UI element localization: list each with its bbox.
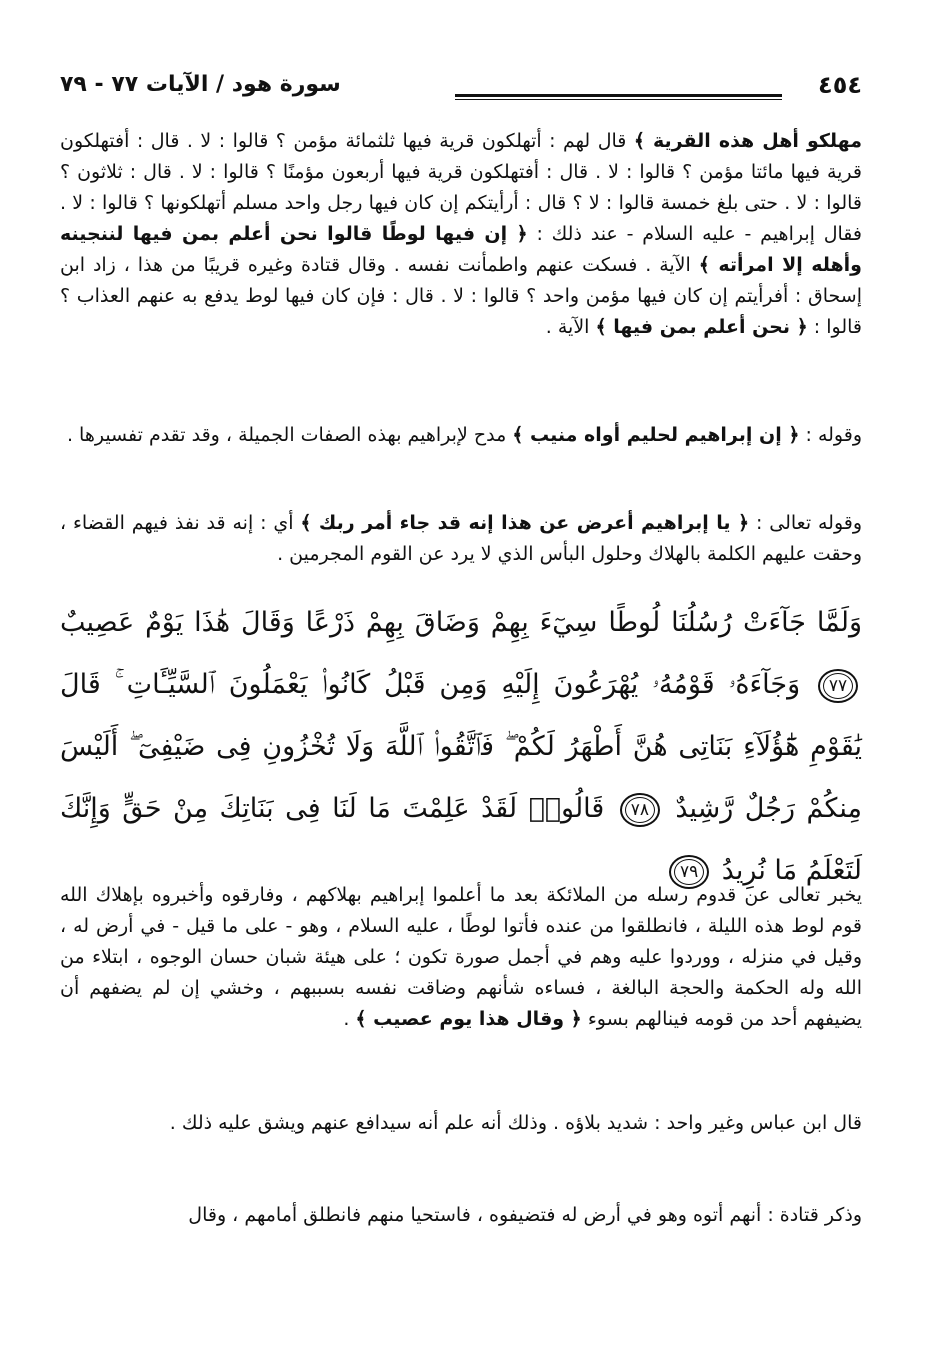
paragraph-text: وذكر قتادة : أنهم أتوه وهو في أرض له فتضيفوه ، فاستحيا منهم فانطلق أمامهم ، وقال — [188, 1204, 862, 1226]
verse-77: وَلَمَّا جَآءَتْ رُسُلُنَا لُوطًا سِيٓءَ بِهِمْ وَضَاقَ بِهِمْ ذَرْعًا وَقَالَ هَٰذَا يَوْمٌ عَصِيبٌ — [60, 607, 862, 638]
ayah-marker-78: ٧٨ — [620, 793, 660, 827]
quran-quote: ﴿ وقال هذا يوم عصيب ﴾ — [355, 1008, 582, 1030]
tafsir-paragraph-5 — [60, 1108, 862, 1139]
paragraph-text: قال ابن عباس وغير واحد : شديد بلاؤه . وذلك أنه علم أنه سيدافع عنهم ويشق عليه ذلك . — [169, 1112, 862, 1134]
paragraph-text: وقوله تعالى : — [749, 512, 863, 534]
tafsir-paragraph-4 — [60, 880, 862, 1035]
paragraph-text: مدح لإبراهيم بهذه الصفات الجميلة ، وقد تقدم تفسيرها . — [66, 424, 513, 446]
tafsir-paragraph-1 — [60, 126, 862, 343]
ayah-marker-77: ٧٧ — [818, 669, 858, 703]
paragraph-text: يخبر تعالى عن قدوم رسله من الملائكة بعد ما أعلموا إبراهيم بهلاكهم ، وفارقوه وأخبروه بإهلاك الله قوم لوط هذه الليلة ، فانطلقوا من عنده فأتوا لوطًا ، عليه السلام ، وهو - على ما قيل - في أرض له ، وقيل في منزله ، ووردوا عليه وهم في أجمل صورة تكون ؛ على هيئة شبان حسان الوجوه ، ابتلاء من الله وله الحكمة والحجة البالغة ، فساءه شأنهم وضاقت نفسه بسببهم ، وخشي إن لم يضفهم أن يضيفهم أحد من قومه فينالهم بسوء — [60, 884, 862, 1030]
tafsir-paragraph-6 — [60, 1200, 862, 1231]
quran-quote: مهلكو أهل هذه القرية ﴾ — [633, 130, 862, 152]
quran-quote: ﴿ نحن أعلم بمن فيها ﴾ — [595, 316, 808, 338]
quran-verses — [60, 592, 862, 902]
tafsir-paragraph-2 — [60, 420, 862, 451]
quran-quote: ﴿ يا إبراهيم أعرض عن هذا إنه قد جاء أمر ربك ﴾ — [300, 512, 750, 534]
ayah-marker-79: ٧٩ — [669, 855, 709, 889]
quran-quote: ﴿ إن فيها لوطًا قالوا نحن أعلم بمن فيها لننجينه وأهله إلا امرأته ﴾ — [60, 223, 862, 276]
paragraph-text: الآية . — [545, 316, 596, 338]
header-rule-thin — [455, 99, 782, 100]
paragraph-text: الآية . فسكت عنهم واطمأنت نفسه . وقال قتادة وغيره قريبًا من هذا ، زاد ابن إسحاق : أفرأيتم إن كان فيها مؤمن واحد ؟ قالوا : لا . قال : فإن كان فيها لوط يدفع به عنهم العذاب ؟ قالوا : — [60, 254, 862, 338]
tafsir-paragraph-3 — [60, 508, 862, 570]
page-header — [60, 70, 862, 104]
verse-78: وَجَآءَهُۥ قَوْمُهُۥ يُهْرَعُونَ إِلَيْهِ وَمِن قَبْلُ كَانُوا۟ يَعْمَلُونَ ٱلسَّيِّـَٔاتِ ۚ قَالَ يَٰقَوْمِ هَٰٓؤُلَآءِ بَنَاتِى هُنَّ أَطْهَرُ لَكُمْ ۖ فَٱتَّقُوا۟ ٱللَّهَ وَلَا تُخْزُونِ فِى ضَيْفِىٓ ۖ أَلَيْسَ مِنكُمْ رَجُلٌ رَّشِيدٌ — [60, 669, 862, 824]
quran-quote: ﴿ إن إبراهيم لحليم أواه منيب ﴾ — [512, 424, 800, 446]
running-title: سورة هود / الآيات ٧٧ - ٧٩ — [60, 72, 341, 97]
paragraph-text: قال لهم : أتهلكون قرية فيها ثلثمائة مؤمن ؟ قالوا : لا . قال : أفتهلكون قرية فيها مائتا مؤمن ؟ قالوا : لا . قال : أفتهلكون قرية فيها أربعون مؤمنًا ؟ قالوا : لا . قال : ثلاثون ؟ قالوا : لا . حتى بلغ خمسة قالوا : لا ؟ قال : أرأيتكم إن كان فيها رجل واحد مسلم أتهلكونها ؟ قالوا : لا . فقال إبراهيم - عليه السلام - عند ذلك : — [60, 130, 862, 245]
paragraph-text: وقوله : — [799, 424, 862, 446]
page-number: ٤٥٤ — [818, 71, 862, 99]
header-rule — [455, 94, 782, 97]
paragraph-text: . — [343, 1008, 356, 1030]
verse-79: قَالُوا۟ لَقَدْ عَلِمْتَ مَا لَنَا فِى بَنَاتِكَ مِنْ حَقٍّ وَإِنَّكَ لَتَعْلَمُ مَا نُرِيدُ — [60, 793, 862, 886]
paragraph-text: أي : إنه قد نفذ فيهم القضاء ، وحقت عليهم الكلمة بالهلاك وحلول البأس الذي لا يرد عن القوم المجرمين . — [60, 512, 862, 565]
